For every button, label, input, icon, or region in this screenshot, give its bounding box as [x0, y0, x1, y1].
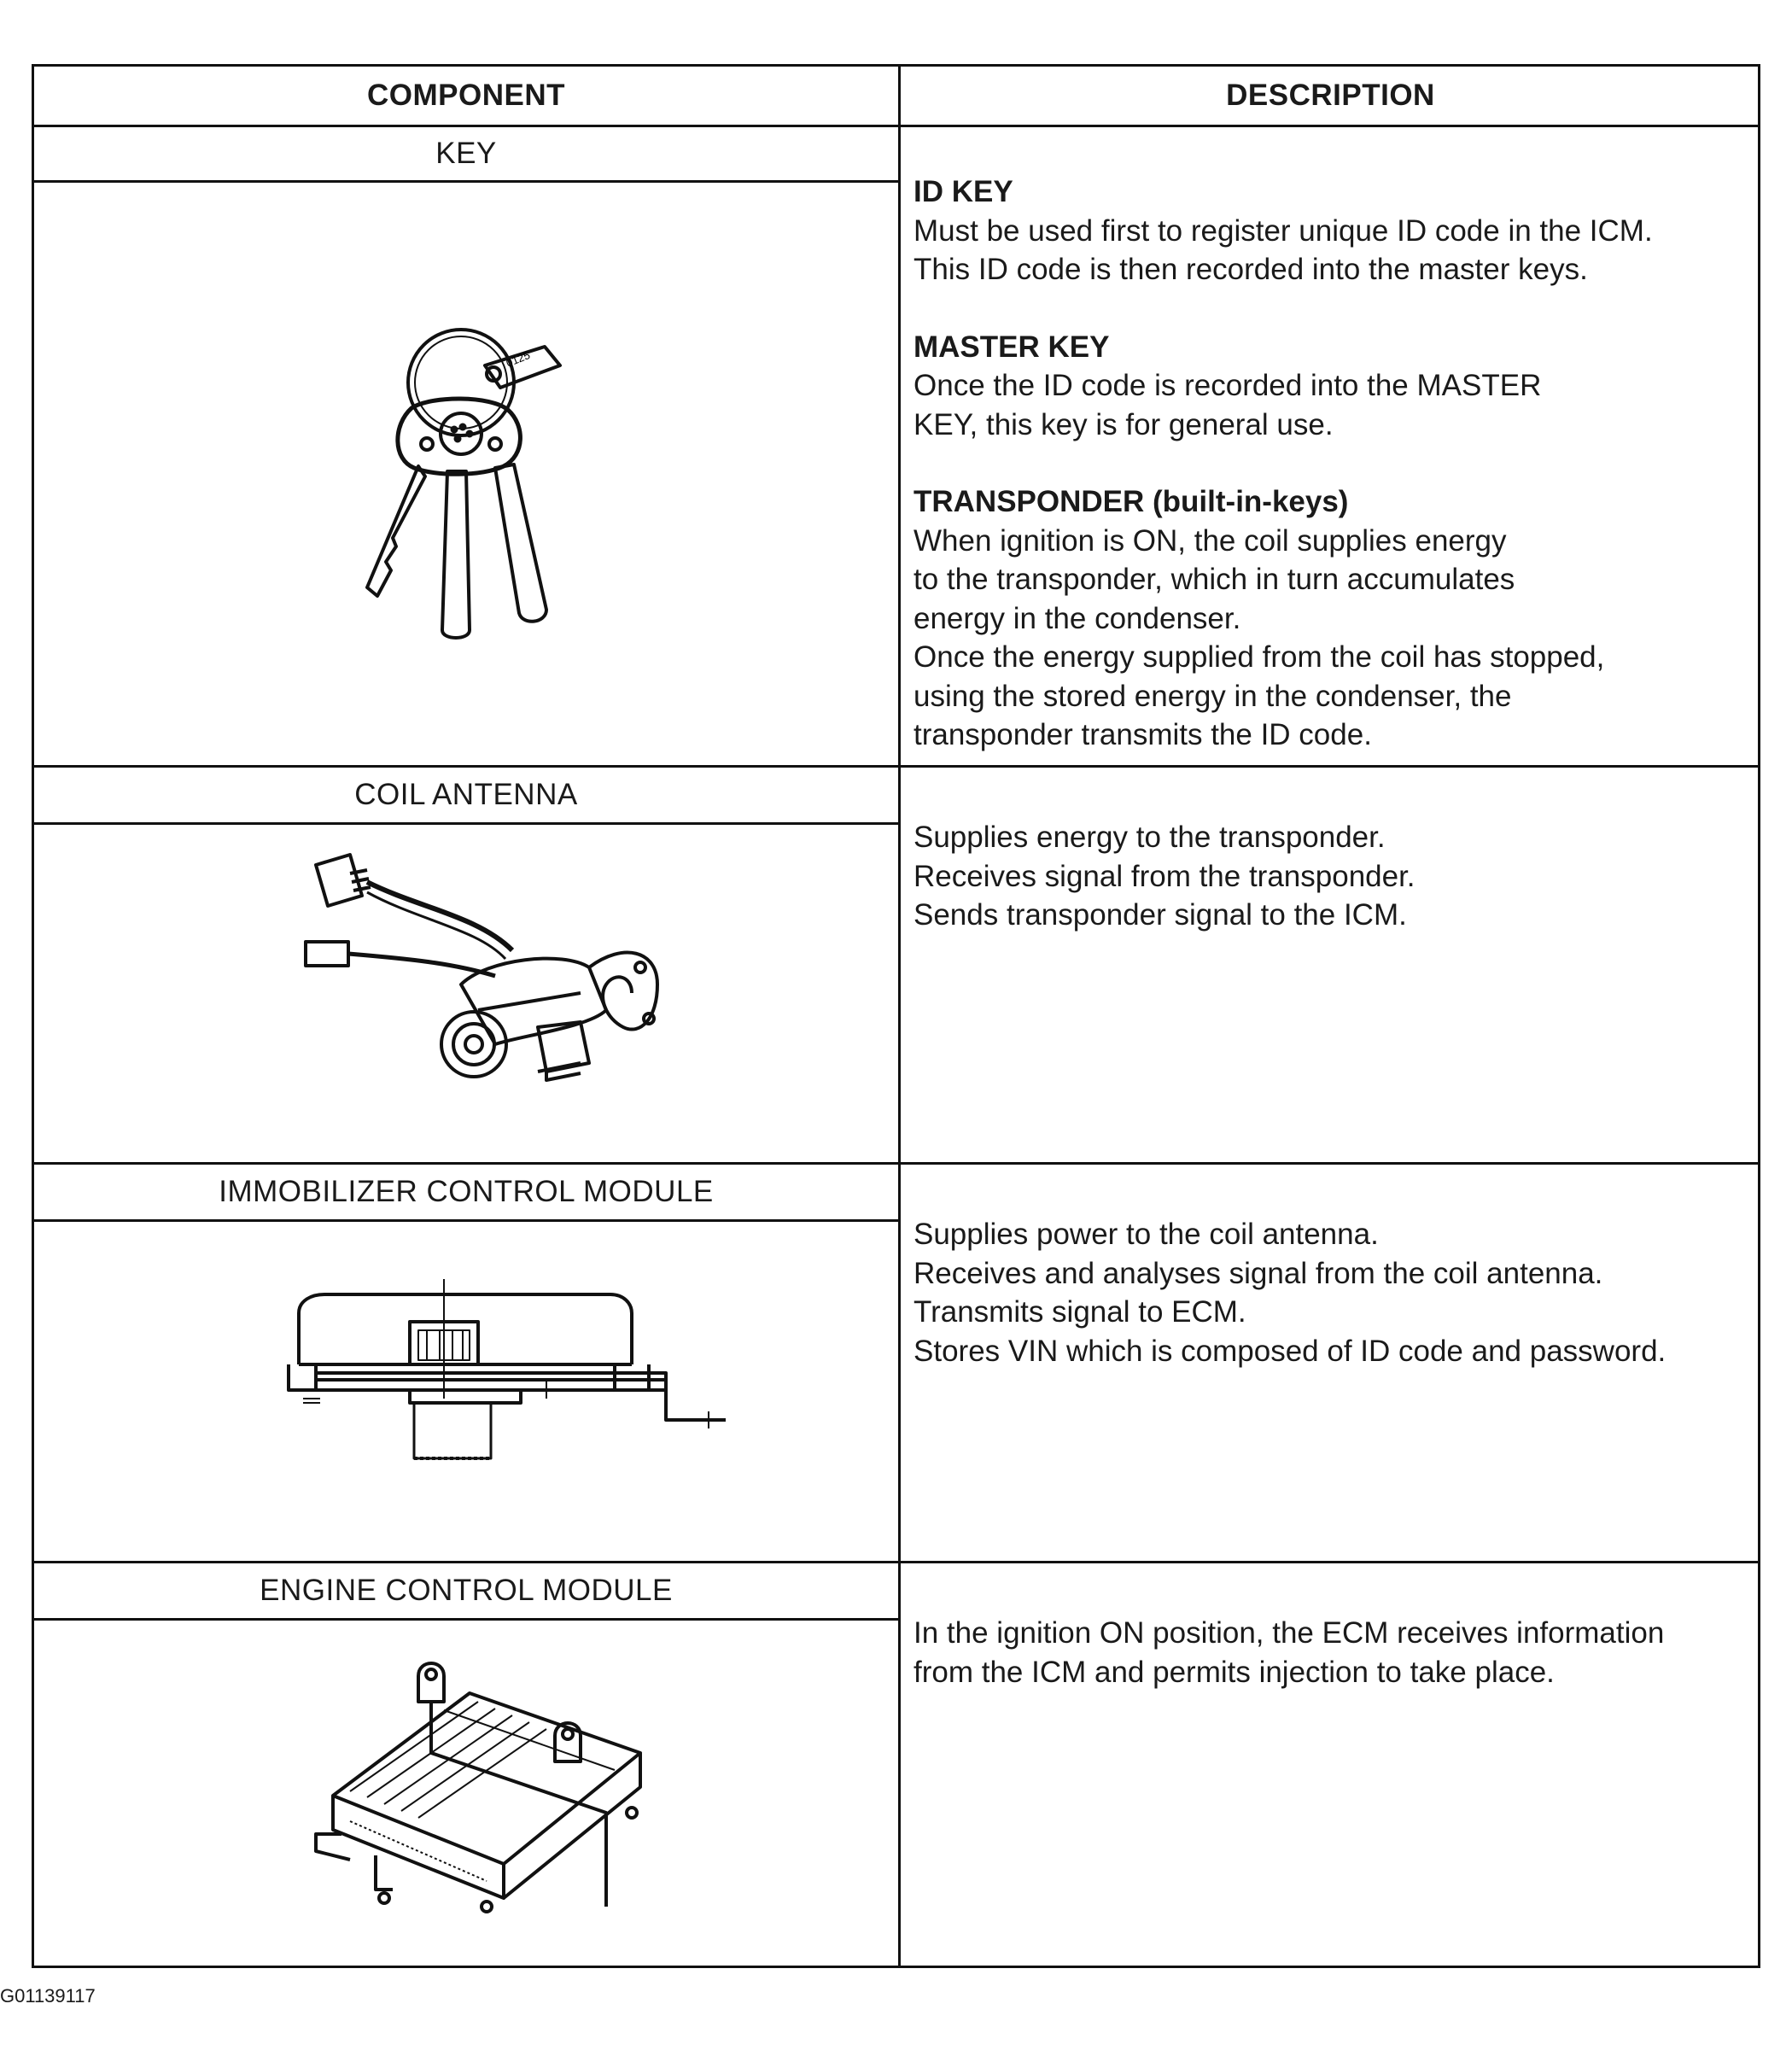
- keys-illustration: [333, 314, 606, 651]
- description-ecm: [914, 1614, 1759, 1691]
- transponder-line: transponder transmits the ID code.: [914, 718, 1372, 751]
- icm-line: Receives and analyses signal from the coil antenna.: [914, 1256, 1603, 1290]
- transponder-line: energy in the condenser.: [914, 601, 1241, 635]
- master-key-line: Once the ID code is recorded into the MASTER: [914, 369, 1542, 402]
- transponder-line: When ignition is ON, the coil supplies energy: [914, 523, 1507, 558]
- coil-antenna-illustration: [282, 848, 692, 1134]
- coil-line: Supplies energy to the transponder.: [914, 821, 1386, 854]
- ecm-illustration: [299, 1650, 674, 1928]
- transponder-line: Once the energy supplied from the coil has stopped,: [914, 640, 1605, 674]
- id-key-line: Must be used first to register unique ID code in the ICM.: [914, 213, 1653, 248]
- description-coil-antenna: [914, 818, 1759, 935]
- transponder-heading: TRANSPONDER (built-in-keys): [914, 485, 1349, 518]
- coil-line: Receives signal from the transponder.: [914, 859, 1416, 893]
- id-key-heading: ID KEY: [914, 175, 1013, 208]
- icm-name-divider: [34, 1219, 899, 1222]
- component-name-coil-antenna: COIL ANTENNA: [354, 778, 578, 811]
- component-table: [32, 64, 1760, 1968]
- description-key: [914, 172, 1759, 755]
- column-divider: [898, 67, 901, 1966]
- icm-line: Transmits signal to ECM.: [914, 1295, 1246, 1329]
- component-name-key: KEY: [435, 137, 497, 170]
- figure-id: G01139117: [0, 1985, 96, 2007]
- id-key-line: This ID code is then recorded into the master keys.: [914, 253, 1588, 286]
- icm-line: Supplies power to the coil antenna.: [914, 1218, 1379, 1251]
- description-icm: [914, 1215, 1759, 1370]
- transponder-line: using the stored energy in the condenser, the: [914, 679, 1512, 713]
- ecm-name-divider: [34, 1618, 899, 1621]
- icm-illustration: [265, 1279, 709, 1471]
- header-component: COMPONENT: [367, 79, 565, 112]
- master-key-line: KEY, this key is for general use.: [914, 407, 1334, 441]
- ecm-line: In the ignition ON position, the ECM receives information: [914, 1616, 1665, 1650]
- coil-line: Sends transponder signal to the ICM.: [914, 898, 1407, 932]
- transponder-line: to the transponder, which in turn accumulates: [914, 563, 1515, 596]
- key-name-divider: [34, 180, 899, 183]
- component-name-icm: IMMOBILIZER CONTROL MODULE: [219, 1175, 714, 1208]
- key-tag-label: 0125: [504, 348, 532, 370]
- header-description: DESCRIPTION: [1226, 79, 1435, 112]
- ecm-line: from the ICM and permits injection to take place.: [914, 1655, 1555, 1689]
- master-key-heading: MASTER KEY: [914, 330, 1110, 364]
- coil-name-divider: [34, 822, 899, 825]
- component-name-ecm: ENGINE CONTROL MODULE: [260, 1574, 673, 1607]
- icm-line: Stores VIN which is composed of ID code and password.: [914, 1334, 1667, 1368]
